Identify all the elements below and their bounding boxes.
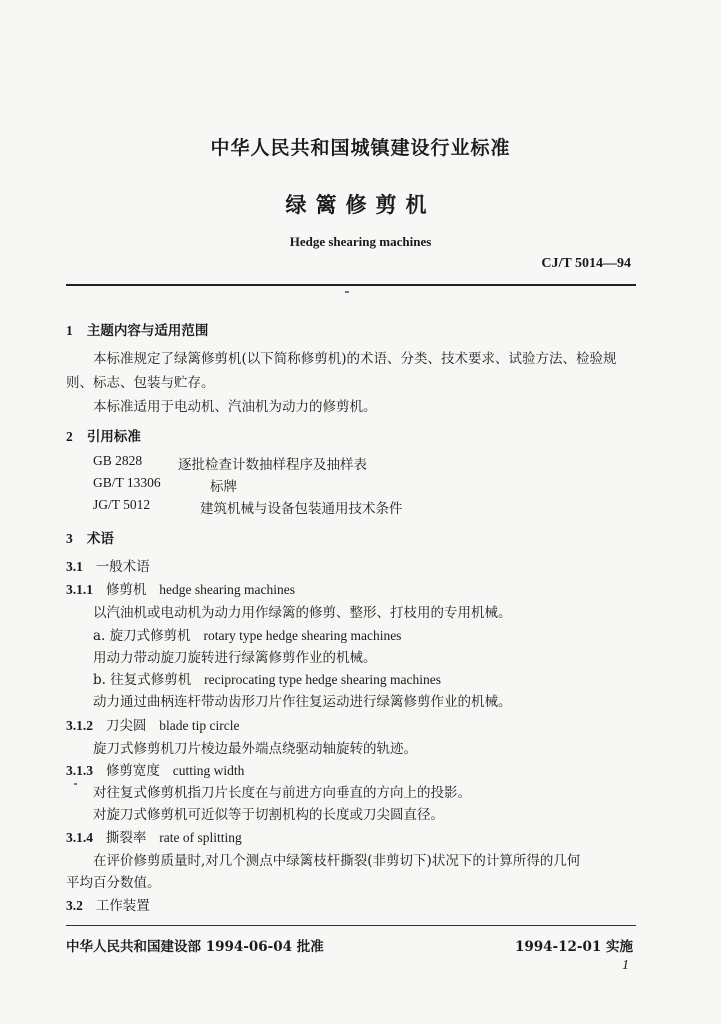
approval-line: 中华人民共和国建设部 1994-06-04 批准	[66, 939, 324, 955]
subterm-en: rotary type hedge shearing machines	[203, 628, 402, 643]
reference-code: GB 2828	[93, 453, 143, 468]
term-definition: 对往复式修剪机指刀片长度在与前进方向垂直的方向上的投影。	[93, 785, 471, 801]
clause-number: 3.1.3	[66, 763, 93, 778]
clause-3-2	[66, 894, 150, 914]
reference-name: 建筑机械与设备包装通用技术条件	[200, 501, 403, 517]
scan-speck	[74, 783, 77, 785]
standard-number: CJ/T 5014—94	[541, 256, 631, 271]
clause-number: 3.1.2	[66, 718, 93, 733]
term-definition: 以汽油机或电动机为动力用作绿篱的修剪、整形、打枝用的专用机械。	[93, 605, 512, 621]
section-number: 1	[66, 323, 73, 338]
clause-title: 一般术语	[95, 559, 150, 575]
footer-rule	[66, 925, 636, 926]
document-title: 绿篱修剪机	[285, 192, 436, 217]
term-en: cutting width	[172, 763, 245, 778]
paragraph-line: 本标准规定了绿篱修剪机(以下简称修剪机)的术语、分类、技术要求、试验方法、检验规	[93, 351, 617, 367]
section-title: 主题内容与适用范围	[86, 323, 209, 339]
section-title: 术语	[86, 531, 114, 547]
clause-3-1-1	[66, 578, 295, 598]
reference-name: 标牌	[210, 479, 237, 495]
section-number: 3	[66, 531, 73, 546]
clause-number: 3.1.1	[66, 582, 93, 597]
subterm-a	[93, 624, 401, 644]
clause-title: 工作装置	[95, 898, 150, 914]
term-cn: 撕裂率	[105, 830, 147, 846]
subterm-definition: 动力通过曲柄连杆带动齿形刀片作往复运动进行绿篱修剪作业的机械。	[93, 694, 512, 710]
subterm-label: a. 旋刀式修剪机	[93, 628, 191, 644]
reference-name: 逐批检查计数抽样程序及抽样表	[178, 457, 367, 473]
term-en: blade tip circle	[159, 718, 240, 733]
section-1-heading	[66, 319, 208, 339]
implementation-date: 1994-12-01 实施	[514, 939, 633, 955]
term-cn: 修剪机	[105, 582, 147, 598]
term-en: hedge shearing machines	[159, 582, 295, 597]
term-en: rate of splitting	[159, 830, 242, 845]
clause-3-1-3	[66, 759, 244, 779]
paragraph-line: 则、标志、包装与贮存。	[66, 375, 215, 391]
issuing-organization: 中华人民共和国城镇建设行业标准	[210, 137, 511, 159]
subterm-b	[93, 668, 441, 688]
section-3-heading	[66, 527, 114, 547]
clause-3-1-4	[66, 826, 242, 846]
scan-speck	[345, 291, 349, 293]
paragraph-line: 本标准适用于电动机、汽油机为动力的修剪机。	[93, 399, 377, 415]
term-definition: 平均百分数值。	[66, 875, 161, 891]
reference-code: GB/T 13306	[93, 475, 161, 490]
section-title: 引用标准	[86, 429, 141, 445]
document-title-english: Hedge shearing machines	[289, 234, 432, 249]
section-2-heading	[66, 425, 141, 445]
term-definition: 对旋刀式修剪机可近似等于切割机构的长度或刀尖圆直径。	[93, 807, 444, 823]
clause-number: 3.1.4	[66, 830, 93, 845]
clause-number: 3.2	[66, 898, 83, 913]
subterm-en: reciprocating type hedge shearing machines	[204, 672, 442, 687]
reference-code: JG/T 5012	[93, 497, 151, 512]
subterm-definition: 用动力带动旋刀旋转进行绿篱修剪作业的机械。	[93, 650, 377, 666]
clause-3-1-2	[66, 714, 239, 734]
clause-number: 3.1	[66, 559, 83, 574]
term-cn: 刀尖圆	[105, 718, 147, 734]
term-definition: 在评价修剪质量时,对几个测点中绿篱枝杆撕裂(非剪切下)状况下的计算所得的几何	[93, 853, 581, 869]
term-definition: 旋刀式修剪机刀片棱边最外端点绕驱动轴旋转的轨迹。	[93, 741, 417, 757]
section-number: 2	[66, 429, 73, 444]
clause-3-1	[66, 555, 150, 575]
page-number: 1	[622, 958, 629, 973]
header-rule	[66, 284, 636, 286]
subterm-label: b. 往复式修剪机	[93, 672, 192, 688]
term-cn: 修剪宽度	[105, 763, 160, 779]
